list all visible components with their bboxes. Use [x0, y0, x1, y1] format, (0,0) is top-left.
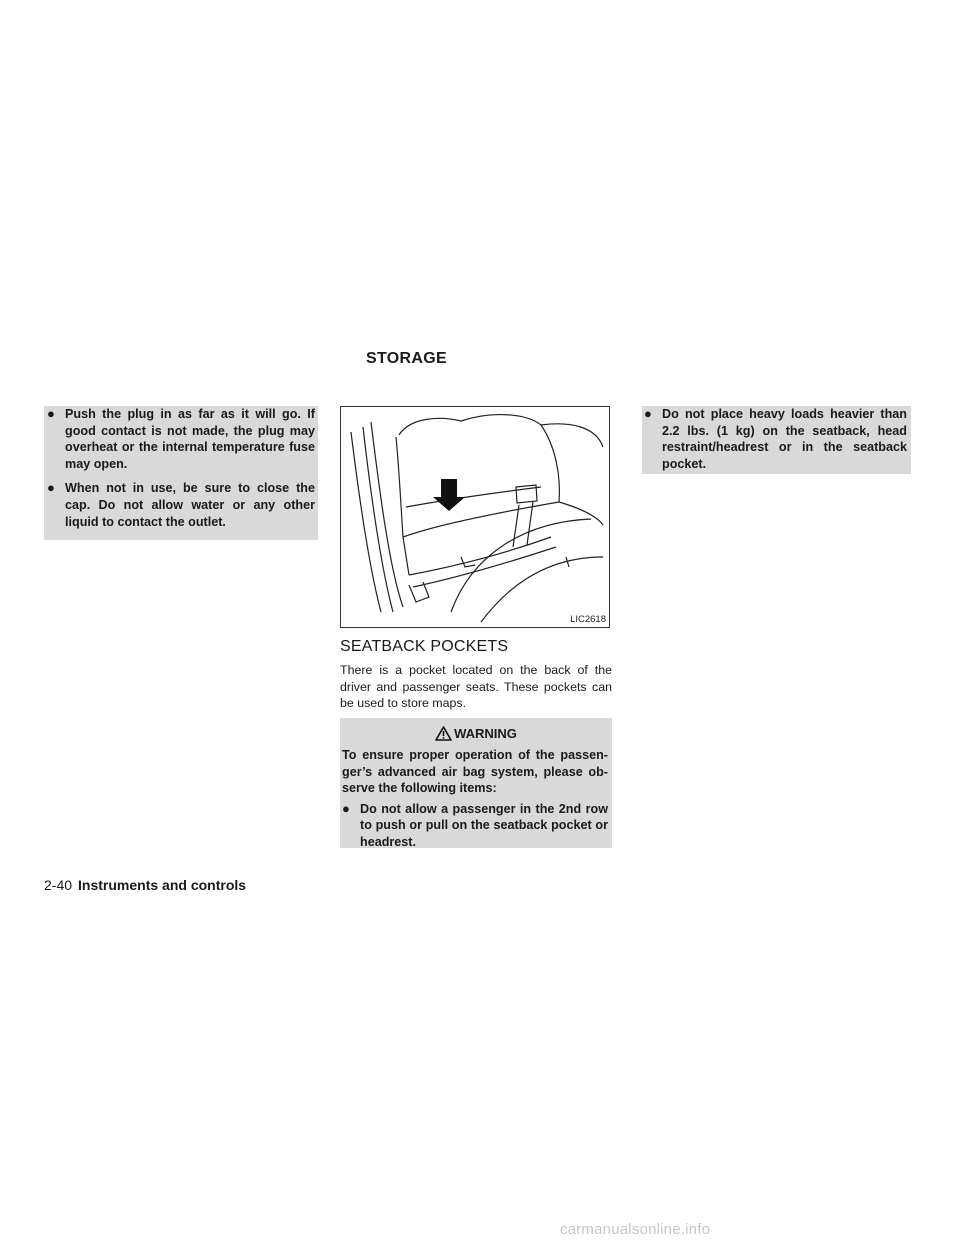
bullet-text: Do not place heavy loads heavier than 2.2 lbs. (1 kg) on the seatback, head restraint/headrest or in the seatback pocket.	[662, 407, 907, 471]
bullet-text: Do not allow a passenger in the 2nd row to push or pull on the seatback pocket or headrest.	[360, 801, 608, 849]
warning-label: WARNING	[454, 726, 517, 741]
seatback-heading: SEATBACK POCKETS	[340, 638, 509, 655]
chapter-title: Instruments and controls	[78, 877, 247, 893]
page-number: 2-40	[44, 877, 73, 893]
bullet-text: Push the plug in as far as it will go. If good contact is not made, the plug may overheat or the internal temperature fuse may open.	[65, 407, 315, 471]
list-item	[45, 406, 315, 472]
warning-icon	[435, 726, 452, 741]
down-arrow-icon	[433, 479, 465, 511]
watermark-text: carmanualsonline.info	[560, 1221, 711, 1238]
seatback-body: There is a pocket located on the back of the driver and passenger seats. These pockets can be used to store maps.	[340, 663, 612, 711]
seatback-illustration	[341, 407, 611, 629]
list-item	[340, 801, 608, 851]
page-footer	[44, 877, 246, 893]
figure-code: LIC2618	[570, 614, 606, 625]
warning-header	[340, 725, 612, 742]
left-caution-box	[44, 406, 318, 540]
bullet-icon: ●	[47, 480, 55, 496]
bullet-icon: ●	[342, 800, 350, 816]
list-item	[642, 406, 907, 472]
seatback-pocket-figure	[340, 406, 610, 628]
warning-intro: To ensure proper operation of the passen- ger’s advanced air bag system, please ob- serve the following items:	[342, 748, 608, 796]
right-caution-box	[642, 406, 911, 474]
section-title: STORAGE	[366, 350, 447, 367]
bullet-icon: ●	[644, 406, 652, 421]
bullet-text: When not in use, be sure to close the cap. Do not allow water or any other liquid to contact the outlet.	[65, 481, 315, 529]
bullet-icon: ●	[47, 406, 55, 421]
list-item	[45, 480, 315, 530]
warning-box	[340, 718, 612, 848]
